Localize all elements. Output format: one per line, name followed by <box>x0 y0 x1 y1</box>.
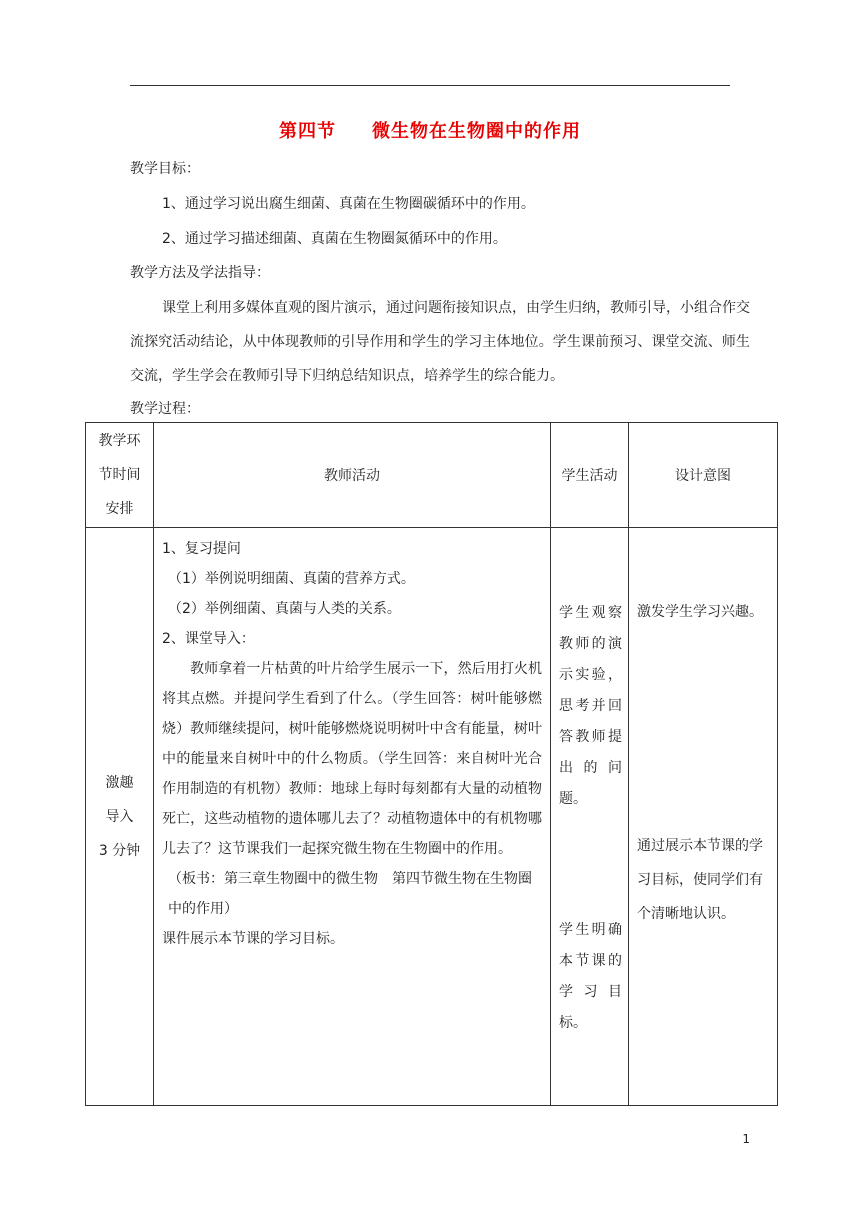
objective-item-1: 1、通过学习说出腐生细菌、真菌在生物圈碳循环中的作用。 <box>162 196 535 212</box>
objectives-heading: 教学目标： <box>130 161 200 177</box>
page-number: 1 <box>742 1132 750 1146</box>
process-heading: 教学过程： <box>130 401 200 417</box>
teacher-board-note: （板书：第三章生物圈中的微生物 第四节微生物在生物圈中的作用） <box>168 871 532 917</box>
student-activity-b: 学生明确本节课的学习目标。 <box>559 922 622 1031</box>
student-activity-cell <box>551 528 629 1106</box>
header-rule <box>130 85 730 86</box>
teacher-line-q2: （2）举例细菌、真菌与人类的关系。 <box>168 601 401 617</box>
teacher-courseware-note: 课件展示本节课的学习目标。 <box>162 931 344 947</box>
student-activity-a: 学生观察教师的演示实验，思考并回答教师提出的问题。 <box>559 605 622 807</box>
stage-cell: 激趣 导入 3 分钟 <box>86 528 154 1106</box>
page-title <box>0 117 860 143</box>
header-design: 设计意图 <box>629 423 778 528</box>
header-stage: 教学环 节时间 安排 <box>86 423 154 528</box>
teacher-line-review: 1、复习提问 <box>162 541 241 557</box>
table-header-row <box>86 423 778 528</box>
lesson-table <box>85 422 778 1106</box>
objective-item-2: 2、通过学习描述细菌、真菌在生物圈氮循环中的作用。 <box>162 231 507 247</box>
header-teacher: 教师活动 <box>154 423 551 528</box>
methods-body: 课堂上利用多媒体直观的图片演示，通过问题衔接知识点，由学生归纳，教师引导，小组合作交流探究活动结论，从中体现教师的引导作用和学生的学习主体地位。学生课前预习、课堂交流、师生交流，学生学会在教师引导下归纳总结知识点，培养学生的综合能力。 <box>130 300 750 384</box>
methods-heading: 教学方法及学法指导： <box>130 265 270 281</box>
design-intent-b: 通过展示本节课的学习目标，使同学们有个清晰地认识。 <box>637 838 763 922</box>
title-chapter: 第四节 <box>279 121 336 142</box>
header-student: 学生活动 <box>551 423 629 528</box>
design-intent-a: 激发学生学习兴趣。 <box>637 604 763 620</box>
title-name: 微生物在生物圈中的作用 <box>372 121 581 142</box>
teacher-story: 教师拿着一片枯黄的叶片给学生展示一下，然后用打火机将其点燃。并提问学生看到了什么。（学生回答：树叶能够燃烧）教师继续提问，树叶能够燃烧说明树叶中含有能量，树叶中的能量来自树叶中的什么物质。（学生回答：来自树叶光合作用制造的有机物）教师：地球上每时每刻都有大量的动植物死亡，这些动植物的遗体哪儿去了？动植物遗体中的有机物哪儿去了？这节课我们一起探究微生物在生物圈中的作用。 <box>162 661 542 857</box>
design-intent-cell <box>629 528 778 1106</box>
teacher-line-q1: （1）举例说明细菌、真菌的营养方式。 <box>168 571 415 587</box>
teacher-activity-cell <box>154 528 551 1106</box>
table-row <box>86 528 778 1106</box>
teacher-line-intro: 2、课堂导入： <box>162 631 255 647</box>
